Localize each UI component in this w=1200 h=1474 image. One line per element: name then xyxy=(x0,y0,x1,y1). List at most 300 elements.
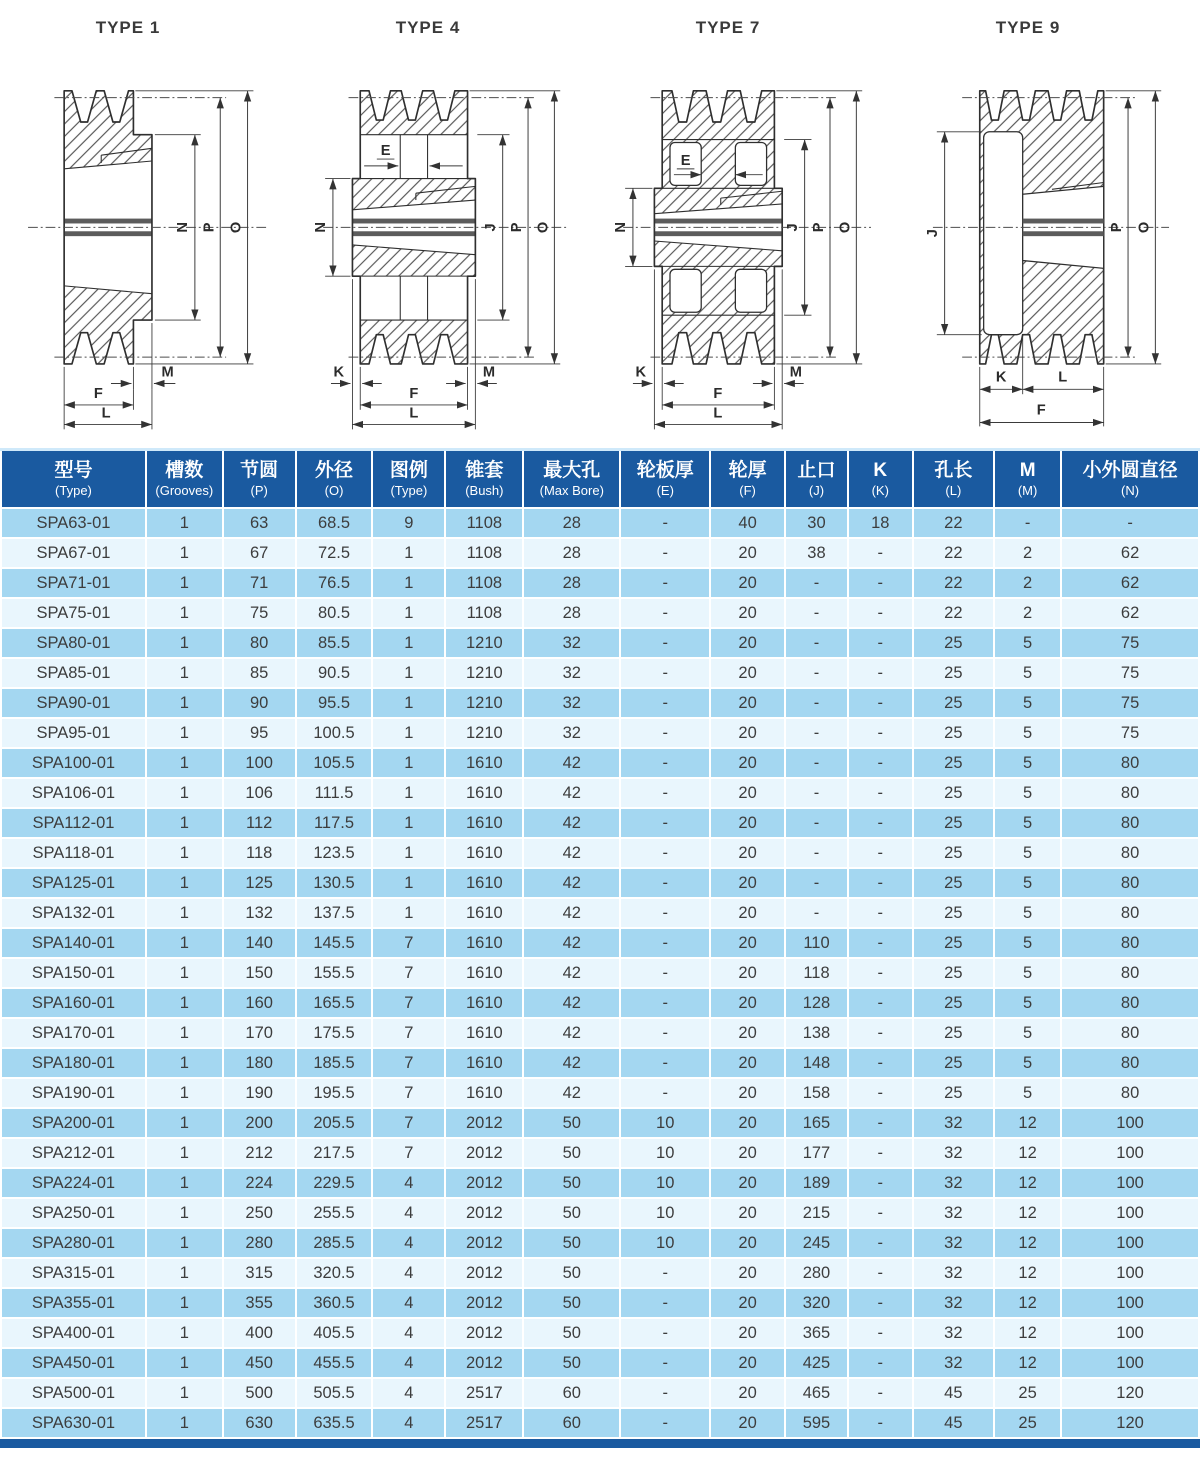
table-cell: - xyxy=(620,868,710,898)
table-cell: 12 xyxy=(994,1108,1061,1138)
table-cell: 1 xyxy=(146,1258,223,1288)
table-cell: 2517 xyxy=(445,1408,523,1438)
dim-label-k: K xyxy=(333,364,345,381)
column-header xyxy=(913,451,994,508)
table-cell: 148 xyxy=(785,1048,848,1078)
table-cell: 425 xyxy=(785,1348,848,1378)
pulley-drawing-type-9 xyxy=(900,18,1200,442)
table-cell: 125 xyxy=(223,868,296,898)
table-cell: 1 xyxy=(372,748,445,778)
column-header-sublabel: (Bush) xyxy=(465,483,504,498)
column-header-label: 槽数 xyxy=(165,460,204,481)
table-cell: - xyxy=(620,778,710,808)
table-cell: 1108 xyxy=(445,598,523,628)
table-cell: 1108 xyxy=(445,568,523,598)
table-cell: - xyxy=(620,988,710,1018)
table-cell: 7 xyxy=(372,1048,445,1078)
table-cell: 100 xyxy=(1061,1108,1199,1138)
table-cell: - xyxy=(785,748,848,778)
table-cell: - xyxy=(620,568,710,598)
table-cell: 2012 xyxy=(445,1348,523,1378)
table-cell: 80 xyxy=(1061,1078,1199,1108)
table-cell: 1 xyxy=(146,1408,223,1438)
table-cell: 100 xyxy=(223,748,296,778)
table-cell: 100 xyxy=(1061,1318,1199,1348)
table-cell: 25 xyxy=(913,628,994,658)
table-cell: 205.5 xyxy=(296,1108,373,1138)
table-cell: 132 xyxy=(223,898,296,928)
table-cell: 195.5 xyxy=(296,1078,373,1108)
table-cell: 100.5 xyxy=(296,718,373,748)
table-cell: 62 xyxy=(1061,538,1199,568)
table-cell: 32 xyxy=(913,1108,994,1138)
table-cell: - xyxy=(848,1378,913,1408)
dim-label-f: F xyxy=(409,386,419,403)
model-cell: SPA212-01 xyxy=(1,1138,146,1168)
table-cell: - xyxy=(848,718,913,748)
table-cell: - xyxy=(785,658,848,688)
table-cell: - xyxy=(785,628,848,658)
table-cell: 32 xyxy=(913,1288,994,1318)
table-cell: 5 xyxy=(994,868,1061,898)
table-cell: 1610 xyxy=(445,778,523,808)
table-cell: 20 xyxy=(710,808,785,838)
table-cell: 635.5 xyxy=(296,1408,373,1438)
drawing-title: TYPE 1 xyxy=(95,18,161,37)
table-cell: - xyxy=(620,628,710,658)
dim-label-e: E xyxy=(680,152,691,169)
model-cell: SPA400-01 xyxy=(1,1318,146,1348)
table-cell: 106 xyxy=(223,778,296,808)
column-header xyxy=(223,451,296,508)
table-cell: 1 xyxy=(146,898,223,928)
table-cell: 20 xyxy=(710,658,785,688)
table-cell: 10 xyxy=(620,1228,710,1258)
column-header xyxy=(785,451,848,508)
table-cell: 71 xyxy=(223,568,296,598)
table-cell: 67 xyxy=(223,538,296,568)
table-cell: 32 xyxy=(913,1228,994,1258)
table-cell: 2012 xyxy=(445,1288,523,1318)
table-cell: 25 xyxy=(994,1408,1061,1438)
model-cell: SPA160-01 xyxy=(1,988,146,1018)
table-cell: 80 xyxy=(223,628,296,658)
table-row xyxy=(1,1078,1199,1108)
column-header-label: 止口 xyxy=(797,460,836,481)
table-cell: 1610 xyxy=(445,958,523,988)
table-row xyxy=(1,1168,1199,1198)
table-cell: 50 xyxy=(523,1108,620,1138)
table-cell: - xyxy=(848,748,913,778)
table-cell: 2012 xyxy=(445,1198,523,1228)
table-cell: 1210 xyxy=(445,658,523,688)
table-cell: 365 xyxy=(785,1318,848,1348)
table-cell: 10 xyxy=(620,1168,710,1198)
table-cell: 1210 xyxy=(445,628,523,658)
table-row xyxy=(1,1048,1199,1078)
table-cell: 20 xyxy=(710,1228,785,1258)
table-cell: 20 xyxy=(710,1408,785,1438)
column-header-sublabel: (L) xyxy=(945,483,962,498)
table-cell: 100 xyxy=(1061,1288,1199,1318)
table-cell: 400 xyxy=(223,1318,296,1348)
table-cell: 42 xyxy=(523,988,620,1018)
table-cell: 32 xyxy=(523,688,620,718)
table-cell: 200 xyxy=(223,1108,296,1138)
table-cell: - xyxy=(848,1198,913,1228)
table-cell: 123.5 xyxy=(296,838,373,868)
pulley-drawing-type-4 xyxy=(300,18,600,442)
table-cell: 2 xyxy=(994,568,1061,598)
table-cell: 118 xyxy=(785,958,848,988)
model-cell: SPA200-01 xyxy=(1,1108,146,1138)
table-cell: 28 xyxy=(523,598,620,628)
table-cell: - xyxy=(848,688,913,718)
table-cell: 50 xyxy=(523,1228,620,1258)
table-cell: - xyxy=(620,508,710,538)
table-cell: 2012 xyxy=(445,1228,523,1258)
table-cell: 1610 xyxy=(445,748,523,778)
table-row xyxy=(1,748,1199,778)
column-header-sublabel: (K) xyxy=(871,483,889,498)
table-cell: - xyxy=(848,808,913,838)
table-row xyxy=(1,1288,1199,1318)
table-cell: - xyxy=(994,508,1061,538)
table-cell: 100 xyxy=(1061,1258,1199,1288)
table-cell: 12 xyxy=(994,1228,1061,1258)
table-cell: 20 xyxy=(710,928,785,958)
dim-label-f: F xyxy=(713,386,723,403)
table-cell: 22 xyxy=(913,568,994,598)
table-cell: 25 xyxy=(913,988,994,1018)
table-cell: 1 xyxy=(146,688,223,718)
table-row xyxy=(1,628,1199,658)
table-cell: 42 xyxy=(523,1048,620,1078)
table-cell: 465 xyxy=(785,1378,848,1408)
table-cell: 40 xyxy=(710,508,785,538)
table-cell: 1 xyxy=(372,778,445,808)
technical-drawings xyxy=(0,0,1200,448)
table-row xyxy=(1,1378,1199,1408)
table-cell: 80 xyxy=(1061,868,1199,898)
table-cell: 10 xyxy=(620,1108,710,1138)
table-cell: 100 xyxy=(1061,1138,1199,1168)
model-cell: SPA355-01 xyxy=(1,1288,146,1318)
table-cell: 1 xyxy=(372,868,445,898)
table-cell: 50 xyxy=(523,1198,620,1228)
table-row xyxy=(1,718,1199,748)
table-cell: 50 xyxy=(523,1258,620,1288)
table-cell: 25 xyxy=(913,868,994,898)
model-cell: SPA280-01 xyxy=(1,1228,146,1258)
column-header xyxy=(848,451,913,508)
table-cell: 315 xyxy=(223,1258,296,1288)
model-cell: SPA132-01 xyxy=(1,898,146,928)
pulley-drawing-type-1 xyxy=(0,18,300,442)
table-cell: 80 xyxy=(1061,988,1199,1018)
table-cell: - xyxy=(620,808,710,838)
table-cell: 50 xyxy=(523,1318,620,1348)
column-header xyxy=(445,451,523,508)
table-cell: 20 xyxy=(710,1348,785,1378)
table-cell: 595 xyxy=(785,1408,848,1438)
table-cell: - xyxy=(848,658,913,688)
table-cell: 405.5 xyxy=(296,1318,373,1348)
table-cell: 4 xyxy=(372,1378,445,1408)
table-cell: 80 xyxy=(1061,748,1199,778)
table-cell: 32 xyxy=(523,658,620,688)
table-cell: - xyxy=(620,1348,710,1378)
dim-label-m: M xyxy=(789,364,802,381)
table-cell: 5 xyxy=(994,688,1061,718)
column-header-sublabel: (Max Bore) xyxy=(539,483,604,498)
column-header-sublabel: (N) xyxy=(1121,483,1140,498)
table-cell: 1 xyxy=(146,1018,223,1048)
table-cell: 505.5 xyxy=(296,1378,373,1408)
table-cell: 80 xyxy=(1061,958,1199,988)
column-header-sublabel: (J) xyxy=(808,483,825,498)
model-cell: SPA71-01 xyxy=(1,568,146,598)
table-cell: 117.5 xyxy=(296,808,373,838)
table-cell: 190 xyxy=(223,1078,296,1108)
table-cell: 355 xyxy=(223,1288,296,1318)
table-cell: 1 xyxy=(372,718,445,748)
dim-label-k: K xyxy=(635,364,647,381)
model-cell: SPA630-01 xyxy=(1,1408,146,1438)
table-row xyxy=(1,1198,1199,1228)
table-cell: 12 xyxy=(994,1348,1061,1378)
model-cell: SPA500-01 xyxy=(1,1378,146,1408)
table-cell: 1 xyxy=(146,1108,223,1138)
dim-label-n: N xyxy=(613,222,630,233)
dim-label-m: M xyxy=(161,364,174,381)
table-row xyxy=(1,658,1199,688)
table-cell: 280 xyxy=(785,1258,848,1288)
table-cell: 1108 xyxy=(445,538,523,568)
table-cell: 80 xyxy=(1061,778,1199,808)
table-cell: 1 xyxy=(372,808,445,838)
column-header-label: 锥套 xyxy=(465,460,504,481)
table-cell: 95 xyxy=(223,718,296,748)
table-cell: - xyxy=(785,598,848,628)
table-cell: 245 xyxy=(785,1228,848,1258)
table-row xyxy=(1,1228,1199,1258)
table-cell: 1210 xyxy=(445,718,523,748)
dim-label-o: O xyxy=(535,221,552,234)
model-cell: SPA63-01 xyxy=(1,508,146,538)
table-cell: 12 xyxy=(994,1258,1061,1288)
table-cell: 630 xyxy=(223,1408,296,1438)
column-header-label: 最大孔 xyxy=(543,460,601,481)
table-cell: - xyxy=(620,598,710,628)
table-cell: 320.5 xyxy=(296,1258,373,1288)
table-cell: 1 xyxy=(146,1048,223,1078)
table-cell: 32 xyxy=(913,1198,994,1228)
table-cell: 450 xyxy=(223,1348,296,1378)
table-cell: 28 xyxy=(523,568,620,598)
table-cell: 95.5 xyxy=(296,688,373,718)
table-cell: 112 xyxy=(223,808,296,838)
table-cell: 1610 xyxy=(445,868,523,898)
model-cell: SPA95-01 xyxy=(1,718,146,748)
table-row xyxy=(1,1138,1199,1168)
table-cell: - xyxy=(620,1318,710,1348)
table-cell: 42 xyxy=(523,1078,620,1108)
table-cell: 1 xyxy=(372,898,445,928)
table-cell: 42 xyxy=(523,748,620,778)
pulley-cross-section-icon xyxy=(900,42,1200,442)
table-cell: 20 xyxy=(710,1078,785,1108)
table-cell: - xyxy=(848,1318,913,1348)
table-row xyxy=(1,1258,1199,1288)
table-cell: 75 xyxy=(1061,658,1199,688)
table-row xyxy=(1,778,1199,808)
table-cell: - xyxy=(848,538,913,568)
table-cell: - xyxy=(620,1408,710,1438)
table-cell: 20 xyxy=(710,538,785,568)
footer-bar xyxy=(0,1439,1200,1448)
table-cell: 5 xyxy=(994,718,1061,748)
table-cell: 170 xyxy=(223,1018,296,1048)
table-cell: 20 xyxy=(710,958,785,988)
model-cell: SPA106-01 xyxy=(1,778,146,808)
table-cell: 2012 xyxy=(445,1138,523,1168)
table-cell: 100 xyxy=(1061,1348,1199,1378)
table-row xyxy=(1,538,1199,568)
table-cell: 1 xyxy=(146,1318,223,1348)
table-cell: 120 xyxy=(1061,1408,1199,1438)
table-cell: 5 xyxy=(994,988,1061,1018)
table-cell: 20 xyxy=(710,868,785,898)
table-cell: - xyxy=(848,1108,913,1138)
table-cell: 150 xyxy=(223,958,296,988)
table-cell: 9 xyxy=(372,508,445,538)
table-cell: 30 xyxy=(785,508,848,538)
table-cell: - xyxy=(785,718,848,748)
column-header-label: 节圆 xyxy=(240,460,279,481)
table-cell: 4 xyxy=(372,1228,445,1258)
table-cell: 32 xyxy=(913,1168,994,1198)
table-cell: 1610 xyxy=(445,838,523,868)
table-cell: 32 xyxy=(523,718,620,748)
table-cell: 4 xyxy=(372,1168,445,1198)
table-cell: 165.5 xyxy=(296,988,373,1018)
column-header-label: K xyxy=(873,460,888,481)
table-cell: 12 xyxy=(994,1168,1061,1198)
model-cell: SPA90-01 xyxy=(1,688,146,718)
dim-label-n: N xyxy=(175,222,192,233)
table-cell: 80 xyxy=(1061,928,1199,958)
table-cell: - xyxy=(620,658,710,688)
spec-table-header xyxy=(1,451,1199,508)
dim-label-o: O xyxy=(1136,221,1153,234)
table-cell: 2 xyxy=(994,598,1061,628)
table-cell: 1 xyxy=(146,988,223,1018)
table-cell: 25 xyxy=(913,808,994,838)
table-cell: 25 xyxy=(913,958,994,988)
table-cell: 224 xyxy=(223,1168,296,1198)
table-cell: 105.5 xyxy=(296,748,373,778)
column-header-label: 外径 xyxy=(315,460,354,481)
table-cell: 25 xyxy=(913,1048,994,1078)
table-cell: 1108 xyxy=(445,508,523,538)
table-cell: 2012 xyxy=(445,1258,523,1288)
table-cell: 1 xyxy=(146,778,223,808)
table-cell: 1 xyxy=(146,658,223,688)
column-header-sublabel: (F) xyxy=(739,483,756,498)
table-cell: 62 xyxy=(1061,598,1199,628)
table-cell: 120 xyxy=(1061,1378,1199,1408)
table-cell: - xyxy=(785,838,848,868)
table-cell: 4 xyxy=(372,1318,445,1348)
table-cell: 5 xyxy=(994,658,1061,688)
table-row xyxy=(1,598,1199,628)
table-cell: 85.5 xyxy=(296,628,373,658)
table-cell: 20 xyxy=(710,1138,785,1168)
table-cell: 360.5 xyxy=(296,1288,373,1318)
table-row xyxy=(1,688,1199,718)
table-cell: 42 xyxy=(523,778,620,808)
column-header-sublabel: (P) xyxy=(250,483,268,498)
table-cell: 72.5 xyxy=(296,538,373,568)
table-cell: 1 xyxy=(146,538,223,568)
table-cell: 158 xyxy=(785,1078,848,1108)
table-cell: 175.5 xyxy=(296,1018,373,1048)
table-cell: 110 xyxy=(785,928,848,958)
table-cell: 7 xyxy=(372,1108,445,1138)
table-cell: - xyxy=(1061,508,1199,538)
table-cell: 7 xyxy=(372,988,445,1018)
table-cell: 22 xyxy=(913,508,994,538)
table-cell: - xyxy=(620,928,710,958)
table-cell: 4 xyxy=(372,1288,445,1318)
column-header-sublabel: (E) xyxy=(656,483,674,498)
table-cell: 1 xyxy=(146,1378,223,1408)
table-cell: 32 xyxy=(913,1348,994,1378)
dim-label-l: L xyxy=(101,405,111,422)
model-cell: SPA450-01 xyxy=(1,1348,146,1378)
dim-label-o: O xyxy=(837,221,854,234)
model-cell: SPA224-01 xyxy=(1,1168,146,1198)
spec-table-body xyxy=(1,508,1199,1438)
column-header xyxy=(994,451,1061,508)
table-row xyxy=(1,808,1199,838)
table-cell: - xyxy=(620,1378,710,1408)
table-cell: - xyxy=(848,1168,913,1198)
table-cell: 145.5 xyxy=(296,928,373,958)
table-cell: - xyxy=(848,1078,913,1108)
table-cell: 455.5 xyxy=(296,1348,373,1378)
table-cell: 5 xyxy=(994,1018,1061,1048)
table-cell: 42 xyxy=(523,868,620,898)
table-cell: 1 xyxy=(146,1078,223,1108)
table-cell: 1 xyxy=(146,718,223,748)
table-cell: 1 xyxy=(146,1138,223,1168)
table-cell: 1 xyxy=(146,748,223,778)
table-cell: 38 xyxy=(785,538,848,568)
table-cell: 28 xyxy=(523,508,620,538)
table-cell: - xyxy=(848,838,913,868)
table-cell: - xyxy=(620,688,710,718)
column-header-sublabel: (Type) xyxy=(390,483,428,498)
table-cell: 25 xyxy=(913,928,994,958)
table-cell: 1610 xyxy=(445,1048,523,1078)
model-cell: SPA80-01 xyxy=(1,628,146,658)
table-cell: - xyxy=(848,1138,913,1168)
table-cell: 20 xyxy=(710,838,785,868)
table-cell: 1 xyxy=(146,628,223,658)
table-cell: 10 xyxy=(620,1138,710,1168)
